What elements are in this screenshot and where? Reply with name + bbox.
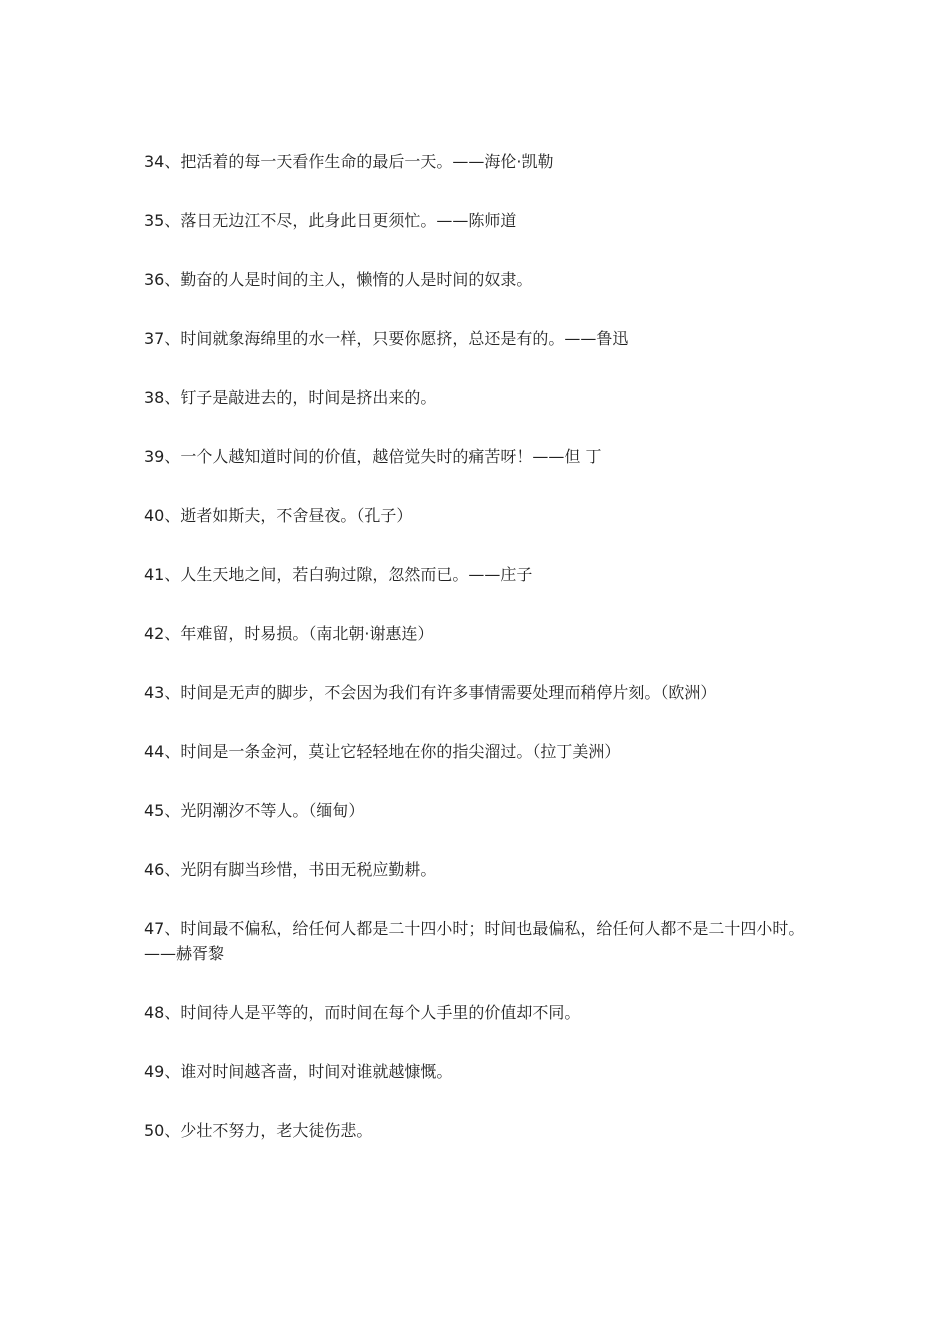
quote-item: 44、时间是一条金河，莫让它轻轻地在你的指尖溜过。（拉丁美洲） [144,742,621,761]
quote-item: 43、时间是无声的脚步，不会因为我们有许多事情需要处理而稍停片刻。（欧洲） [144,683,717,702]
quote-item: 49、谁对时间越吝啬，时间对谁就越慷慨。 [144,1062,453,1081]
quote-item: 42、年难留，时易损。（南北朝·谢惠连） [144,624,434,643]
quote-item: 40、逝者如斯夫，不舍昼夜。（孔子） [144,506,413,525]
quote-item: 41、人生天地之间，若白驹过隙，忽然而已。——庄子 [144,565,533,584]
quote-item: 34、把活着的每一天看作生命的最后一天。——海伦·凯勒 [144,152,554,171]
quote-list [144,149,816,1177]
quote-item: 38、钉子是敲进去的，时间是挤出来的。 [144,388,437,407]
quote-item: 39、一个人越知道时间的价值，越倍觉失时的痛苦呀！——但 丁 [144,447,602,466]
quote-item: 37、时间就象海绵里的水一样，只要你愿挤，总还是有的。——鲁迅 [144,329,629,348]
quote-item: 36、勤奋的人是时间的主人，懒惰的人是时间的奴隶。 [144,270,533,289]
quote-item: 45、光阴潮汐不等人。（缅甸） [144,801,365,820]
quote-item: 50、少壮不努力，老大徒伤悲。 [144,1121,373,1140]
quote-item: 35、落日无边江不尽，此身此日更须忙。——陈师道 [144,211,517,230]
quote-item: 46、光阴有脚当珍惜，书田无税应勤耕。 [144,860,437,879]
quote-item: 47、时间最不偏私，给任何人都是二十四小时；时间也最偏私，给任何人都不是二十四小时。——赫胥黎 [144,919,805,963]
quote-item: 48、时间待人是平等的，而时间在每个人手里的价值却不同。 [144,1003,581,1022]
